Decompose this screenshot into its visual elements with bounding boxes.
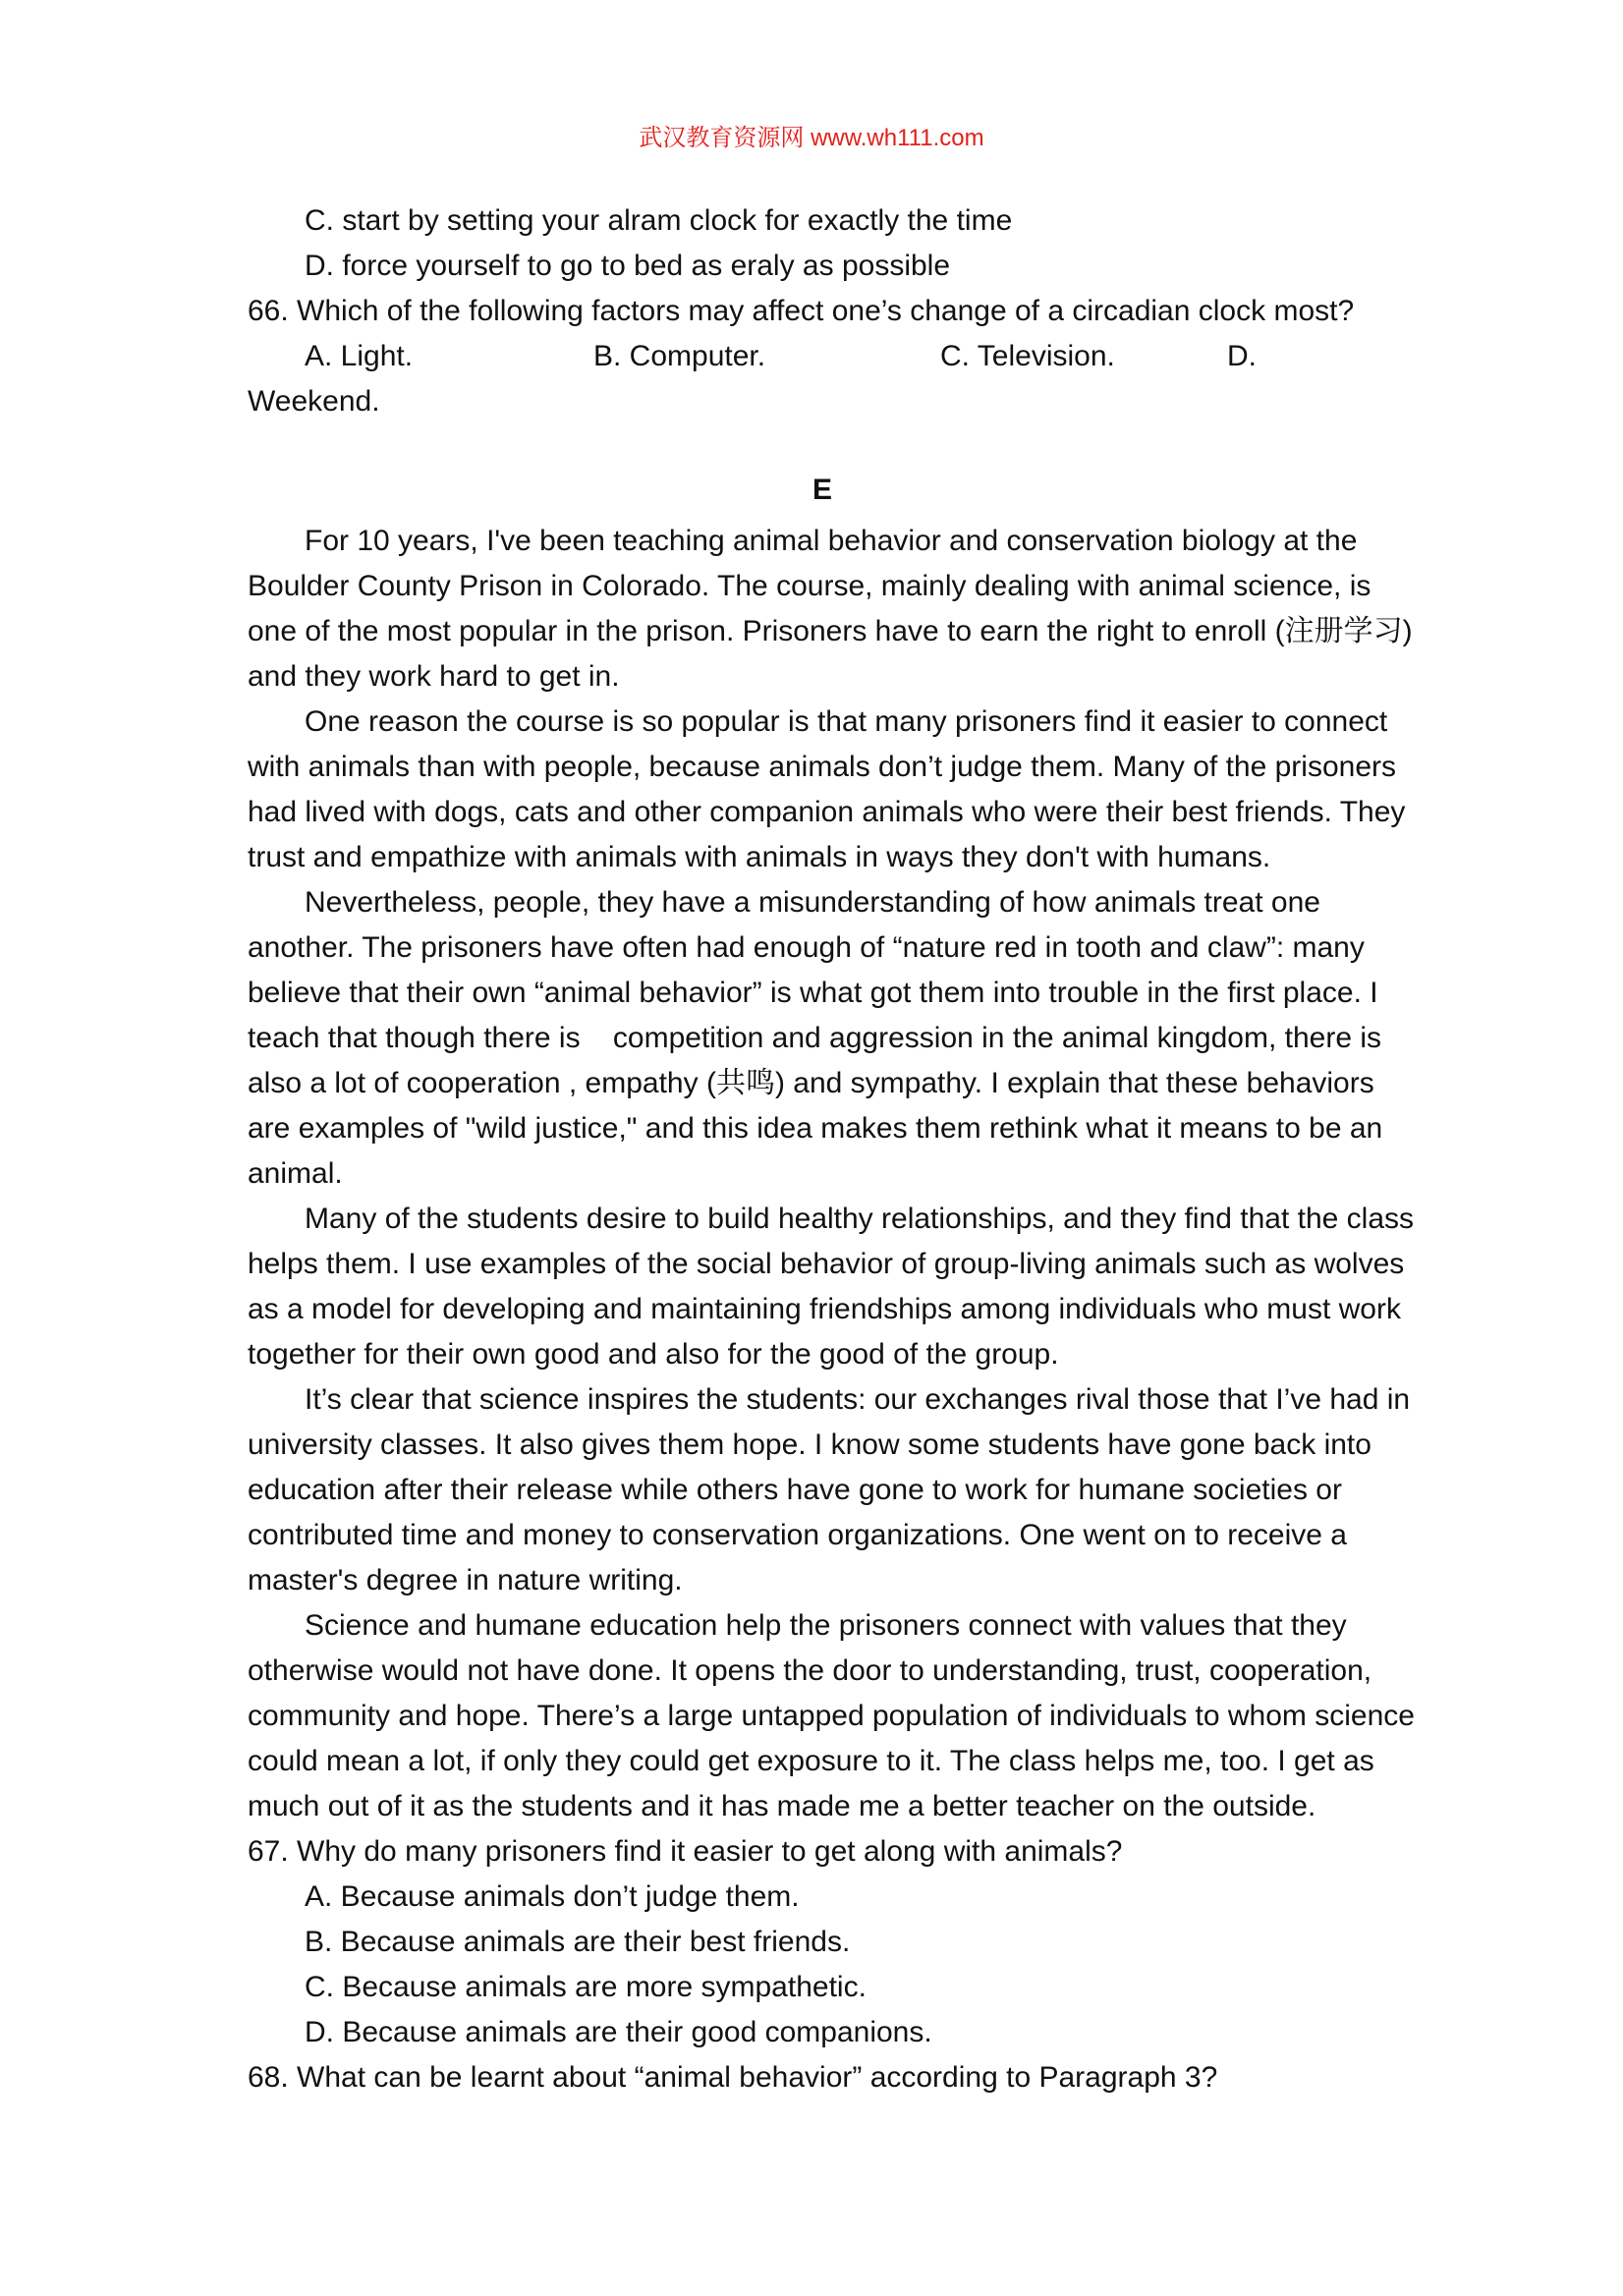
q66-options xyxy=(248,334,1397,379)
q66-stem: 66. Which of the following factors may affect one’s change of a circadian clock most? xyxy=(248,295,1355,327)
paragraph-line: education after their release while others have gone to work for humane societies or xyxy=(248,1474,1342,1506)
paragraph-3 xyxy=(248,880,1397,1197)
paragraph-line: One reason the course is so popular is that many prisoners find it easier to connect xyxy=(305,705,1388,738)
paragraph-line: Many of the students desire to build healthy relationships, and they find that the class xyxy=(305,1203,1415,1235)
paragraph-line: animal. xyxy=(248,1157,343,1190)
q66-option-b: B. Computer. xyxy=(593,340,766,372)
paragraph-line: much out of it as the students and it has made me a better teacher on the outside. xyxy=(248,1790,1316,1822)
paragraph-line: believe that their own “animal behavior” is what got them into trouble in the first place. I xyxy=(248,977,1378,1009)
q67-stem: 67. Why do many prisoners find it easier to get along with animals? xyxy=(248,1835,1123,1868)
paragraph-6 xyxy=(248,1603,1415,1829)
q65-option-d: D. force yourself to go to bed as eraly as possible xyxy=(305,250,951,282)
page-header-watermark: 武汉教育资源网 www.wh111.com xyxy=(639,125,984,151)
q66-option-c: C. Television. xyxy=(940,340,1115,372)
paragraph-line: Science and humane education help the prisoners connect with values that they xyxy=(305,1609,1347,1642)
q66-option-d-wrap: Weekend. xyxy=(248,385,380,418)
paragraph-line: helps them. I use examples of the social behavior of group-living animals such as wolves xyxy=(248,1248,1405,1280)
paragraph-5 xyxy=(248,1377,1411,1603)
paragraph-line: are examples of "wild justice," and this idea makes them rethink what it means to be an xyxy=(248,1112,1383,1145)
paragraph-line: had lived with dogs, cats and other companion animals who were their best friends. They xyxy=(248,796,1406,828)
paragraph-line: For 10 years, I've been teaching animal behavior and conservation biology at the xyxy=(305,525,1358,557)
paragraph-line: community and hope. There’s a large untapped population of individuals to whom science xyxy=(248,1700,1415,1732)
paragraph-line: Nevertheless, people, they have a misunderstanding of how animals treat one xyxy=(305,886,1320,919)
paragraph-line: It’s clear that science inspires the students: our exchanges rival those that I’ve had in xyxy=(305,1383,1411,1416)
paragraph-line: together for their own good and also for the good of the group. xyxy=(248,1338,1059,1371)
paragraph-line: teach that though there is competition and aggression in the animal kingdom, there is xyxy=(248,1022,1382,1054)
paragraph-2 xyxy=(248,700,1406,880)
q67-option-d: D. Because animals are their good companions. xyxy=(305,2016,932,2048)
paragraph-line: one of the most popular in the prison. Prisoners have to earn the right to enroll (注册学习) xyxy=(248,615,1413,647)
paragraph-line: trust and empathize with animals with animals in ways they don't with humans. xyxy=(248,841,1271,873)
paragraph-line: also a lot of cooperation , empathy (共鸣) and sympathy. I explain that these behaviors xyxy=(248,1067,1374,1099)
paragraph-line: another. The prisoners have often had enough of “nature red in tooth and claw”: many xyxy=(248,931,1365,964)
paragraph-line: as a model for developing and maintaining friendships among individuals who must work xyxy=(248,1293,1401,1325)
q68-stem: 68. What can be learnt about “animal behavior” according to Paragraph 3? xyxy=(248,2061,1218,2094)
q67-option-b: B. Because animals are their best friends. xyxy=(305,1926,851,1958)
q65-option-c: C. start by setting your alram clock for exactly the time xyxy=(305,204,1013,237)
paragraph-line: Boulder County Prison in Colorado. The course, mainly dealing with animal science, is xyxy=(248,570,1371,602)
section-title: E xyxy=(812,474,832,506)
paragraph-line: university classes. It also gives them hope. I know some students have gone back into xyxy=(248,1428,1371,1461)
paragraph-line: with animals than with people, because animals don’t judge them. Many of the prisoners xyxy=(248,751,1396,783)
q66-option-a: A. Light. xyxy=(305,340,414,372)
paragraph-line: otherwise would not have done. It opens the door to understanding, trust, cooperation, xyxy=(248,1654,1372,1687)
q67-option-a: A. Because animals don’t judge them. xyxy=(305,1880,800,1913)
document-body xyxy=(248,198,1415,2100)
paragraph-line: contributed time and money to conservation organizations. One went on to receive a xyxy=(248,1519,1347,1551)
q66-option-d: D. xyxy=(1227,340,1257,372)
paragraph-4 xyxy=(248,1197,1415,1377)
paragraph-line: master's degree in nature writing. xyxy=(248,1564,683,1596)
q67-option-c: C. Because animals are more sympathetic. xyxy=(305,1971,867,2003)
paragraph-line: could mean a lot, if only they could get exposure to it. The class helps me, too. I get as xyxy=(248,1745,1374,1777)
paragraph-line: and they work hard to get in. xyxy=(248,660,620,693)
paragraph-1 xyxy=(248,519,1413,700)
